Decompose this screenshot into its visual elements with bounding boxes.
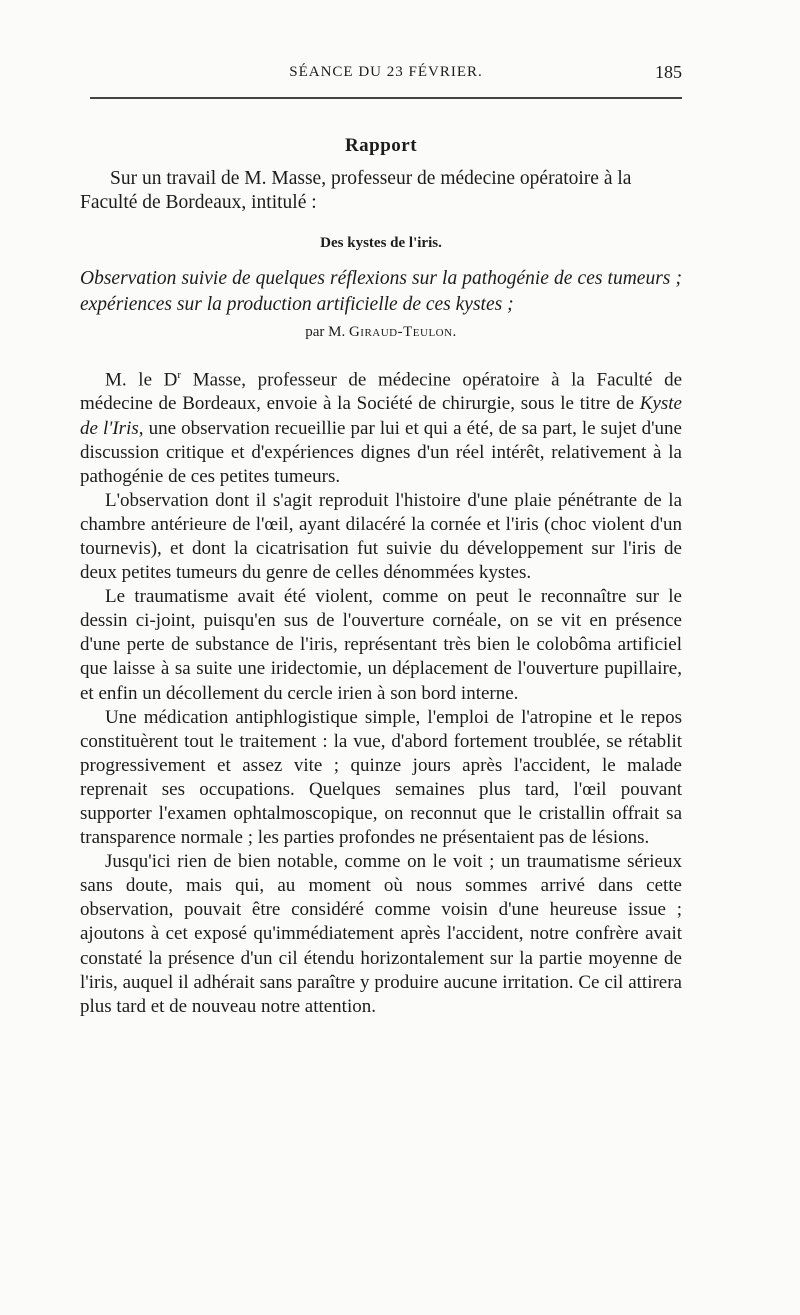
p1-text-a: M. le D bbox=[105, 369, 178, 391]
p1-superscript: r bbox=[177, 369, 182, 381]
p1-text-b: Masse, professeur de médecine opératoire à la Faculté de médecine de Bordeaux, envoie à la Société de chirurgie, sous le titre de bbox=[80, 369, 683, 415]
header-rule bbox=[90, 97, 682, 99]
byline-prefix: par M. bbox=[305, 324, 346, 340]
p1-text-c: , une observation recueillie par lui et qui a été, de sa part, le sujet d'une discussion critique et d'expériences dignes d'un réel intérêt, relativement à la pathogénie de ces petites tumeurs. bbox=[80, 417, 682, 487]
observation-title: Observation suivie de quelques réflexions sur la pathogénie de ces tumeurs ; expériences sur la production artificielle de ces kystes ; bbox=[80, 268, 682, 315]
section-title: Rapport bbox=[344, 135, 418, 156]
author-name: Giraud-Teulon. bbox=[348, 324, 457, 340]
body-paragraph-1 bbox=[80, 363, 682, 489]
page-number: 185 bbox=[655, 62, 682, 82]
body-paragraph-5: Jusqu'ici rien de bien notable, comme on le voit ; un traumatisme sérieux sans doute, mais qui, au moment où nous sommes arrivé dans cette observation, pouvait être considéré comme voisin d'une heureuse issue ; ajoutons à cet exposé qu'immédiatement après l'accident, notre confrère avait constaté la présence d'un cil étendu horizontalement sur la partie moyenne de l'iris, auquel il adhérait sans paraître y produire aucune irritation. Ce cil attirera plus tard et de nouveau notre attention. bbox=[80, 851, 682, 1017]
running-title: SÉANCE DU 23 FÉVRIER. bbox=[289, 64, 483, 80]
page-content bbox=[80, 135, 682, 1019]
running-head bbox=[88, 60, 684, 88]
p1-italic-title: Kyste de l'Iris bbox=[80, 393, 682, 439]
body-paragraph-4: Une médication antiphlogistique simple, l'emploi de l'atropine et le repos constituèrent tout le traitement : la vue, d'abord fortement troublée, se rétablit progressivement et assez vite ; quinze jours après l'accident, le malade reprenait ses occupations. Quelques semaines plus tard, l'œil pouvant supporter l'examen ophtalmoscopique, on reconnut que le cristallin offrait sa transparence normale ; les parties profondes ne présentaient pas de lésions. bbox=[80, 706, 682, 849]
body-paragraph-2: L'observation dont il s'agit reproduit l'histoire d'une plaie pénétrante de la chambre antérieure de l'œil, ayant dilacéré la cornée et l'iris (choc violent d'un tournevis), et dont la cicatrisation fut suivie du développement sur l'iris de deux petites tumeurs du genre de celles dénommées kystes. bbox=[80, 489, 682, 584]
intro-paragraph: Sur un travail de M. Masse, professeur de médecine opératoire à la Faculté de Bordeaux, intitulé : bbox=[80, 168, 632, 213]
byline bbox=[80, 324, 682, 341]
body-paragraph-3: Le traumatisme avait été violent, comme on peut le reconnaître sur le dessin ci-joint, puisqu'en sus de l'ouverture cornéale, on se vit en présence d'une perte de substance de l'iris, représentant très bien le colobôma artificiel que laisse à sa suite une iridectomie, un déplacement de l'ouverture pupillaire, et enfin un décollement du cercle irien à son bord interne. bbox=[80, 586, 682, 704]
article-subtitle: Des kystes de l'iris. bbox=[320, 235, 442, 251]
